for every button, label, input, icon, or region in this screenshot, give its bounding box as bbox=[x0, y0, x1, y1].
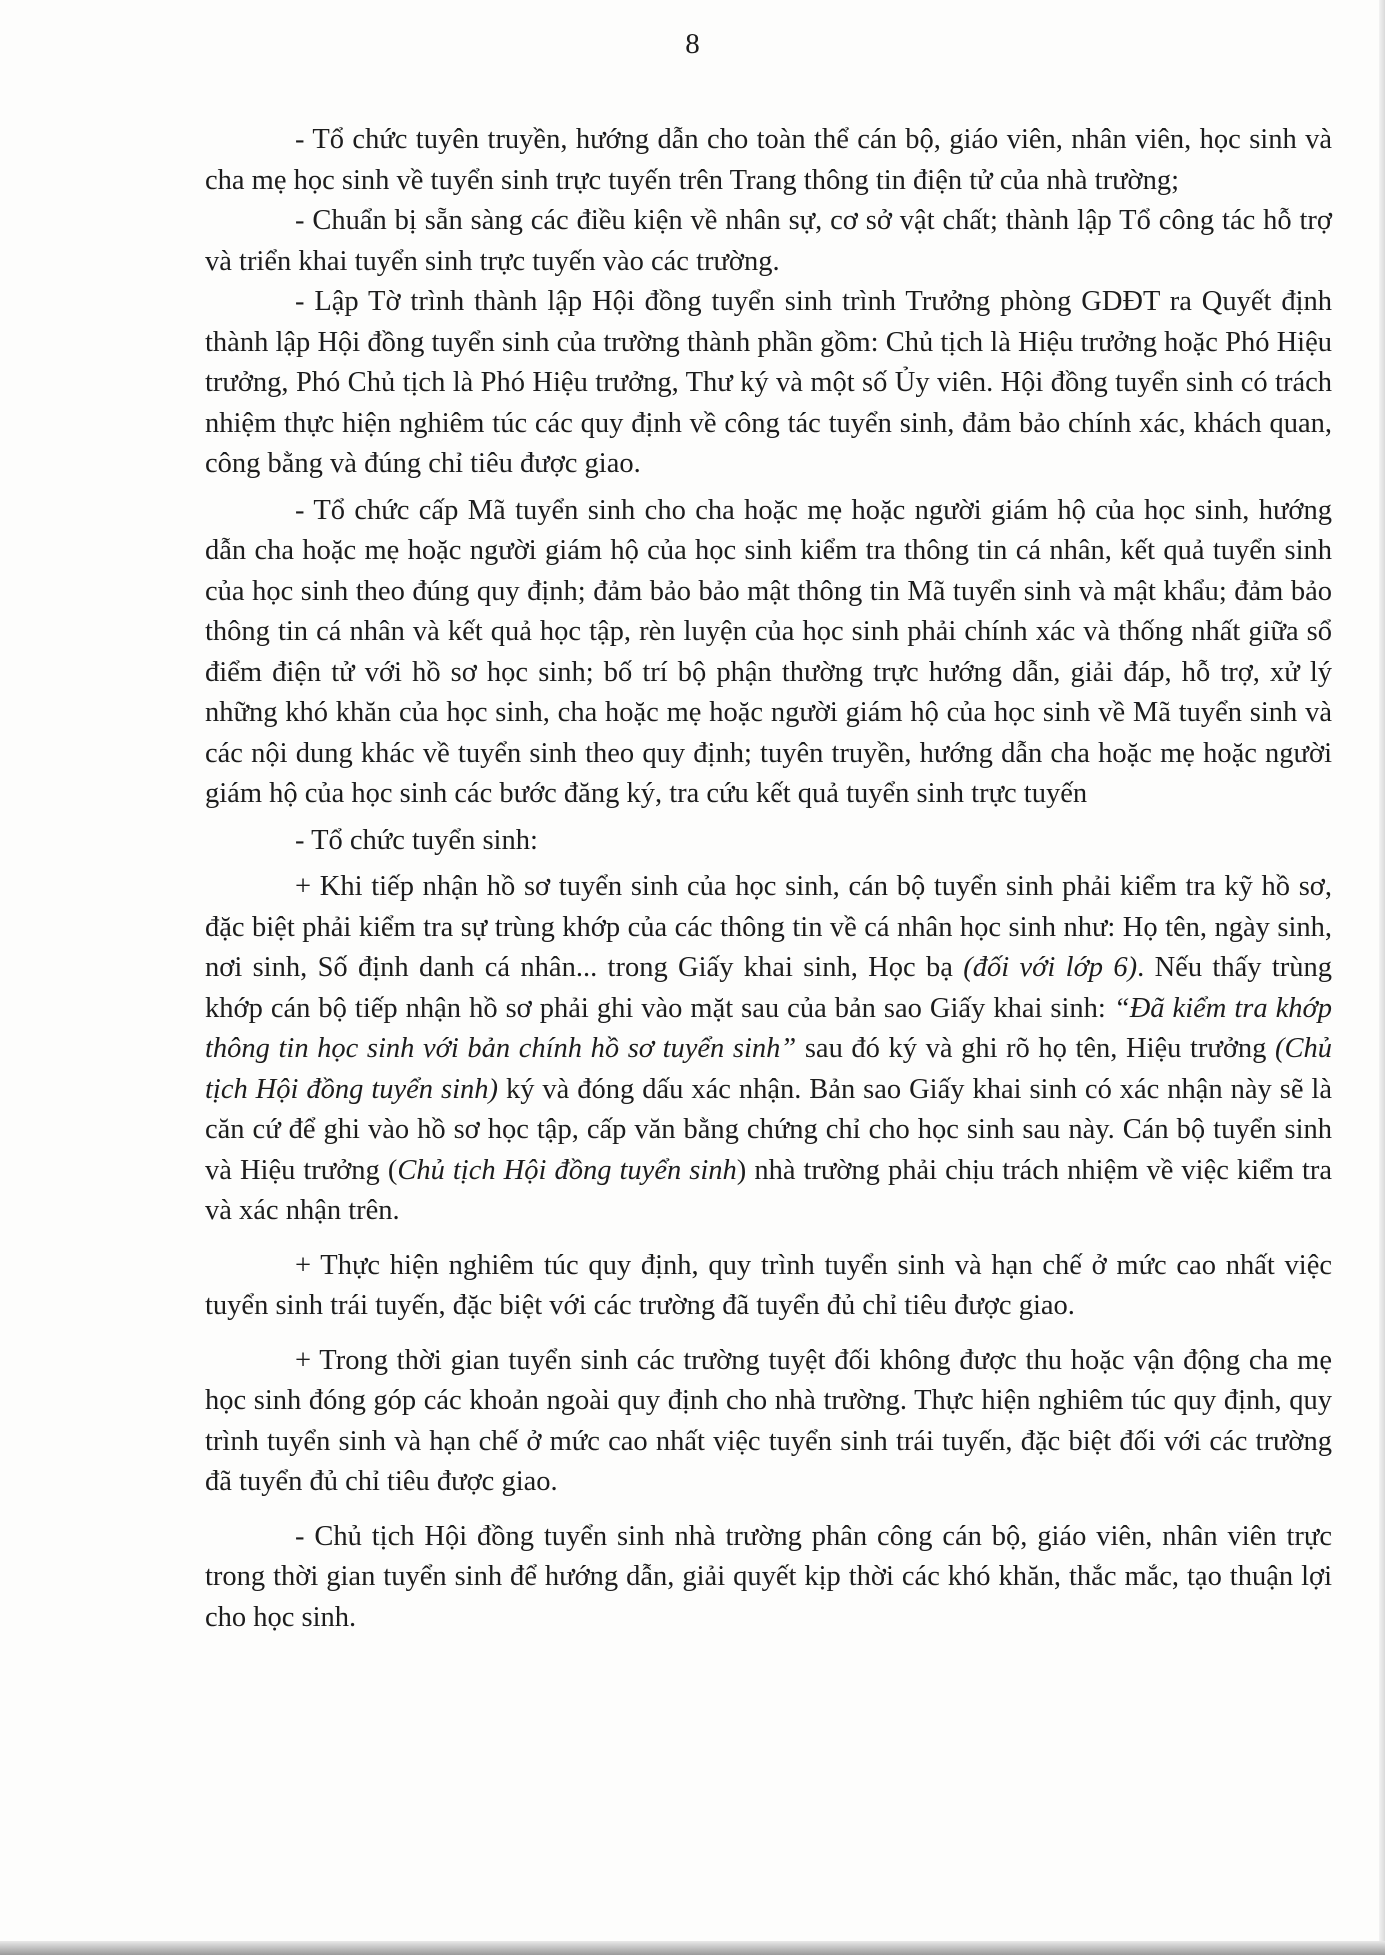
italic-quote: “Đã kiểm tra khớp thông tin học sinh với bản chính hồ sơ tuyển sinh” bbox=[205, 992, 1332, 1064]
paragraph-strict-procedure: + Thực hiện nghiêm túc quy định, quy trình tuyển sinh và hạn chế ở mức cao nhất việc tuyển sinh trái tuyến, đặc biệt với các trường đã tuyển đủ chỉ tiêu được giao. bbox=[205, 1249, 1332, 1321]
text-run: sau đó ký và ghi rõ họ tên, Hiệu trưởng bbox=[796, 1033, 1276, 1064]
page-edge-shadow bbox=[1379, 0, 1385, 1955]
text-run: . Nếu thấy trùng khớp cán bộ tiếp nhận hồ sơ phải ghi vào mặt sau của bản sao Giấy khai sinh: bbox=[205, 952, 1332, 1024]
italic-text: Chủ tịch Hội đồng tuyển sinh bbox=[397, 1154, 737, 1186]
paragraph-enrollment-code: - Tổ chức cấp Mã tuyển sinh cho cha hoặc mẹ hoặc người giám hộ của học sinh, hướng dẫn cha hoặc mẹ hoặc người giám hộ của học sinh kiểm tra thông tin cá nhân, kết quả tuyển sinh của học sinh theo đúng quy định; đảm bảo bảo mật thông tin Mã tuyển sinh và mật khẩu; đảm bảo thông tin cá nhân và kết quả học tập, rèn luyện của học sinh phải chính xác và thống nhất giữa sổ điểm điện tử với hồ sơ học sinh; bố trí bộ phận thường trực hướng dẫn, giải đáp, hỗ trợ, xử lý những khó khăn của học sinh, cha hoặc mẹ hoặc người giám hộ của học sinh về Mã tuyển sinh và các nội dung khác về tuyển sinh theo quy định; tuyên truyền, hướng dẫn cha hoặc mẹ hoặc người giám hộ của học sinh các bước đăng ký, tra cứu kết quả tuyển sinh trực tuyến bbox=[205, 494, 1332, 809]
text-run: ký và đóng dấu xác nhận. Bản sao Giấy khai sinh có xác nhận này sẽ là căn cứ để ghi vào hồ sơ học tập, cấp văn bằng chứng chỉ cho học sinh sau này. Cán bộ tuyển sinh và Hiệu trưởng ( bbox=[205, 1073, 1332, 1186]
paragraph-preparation: - Chuẩn bị sẵn sàng các điều kiện về nhân sự, cơ sở vật chất; thành lập Tổ công tác hỗ trợ và triển khai tuyển sinh trực tuyến vào các trường. bbox=[205, 205, 1332, 277]
document-body bbox=[205, 120, 1332, 1638]
text-run: ) nhà trường phải chịu trách nhiệm về việc kiểm tra và xác nhận trên. bbox=[205, 1154, 1332, 1226]
paragraph-council: - Lập Tờ trình thành lập Hội đồng tuyển sinh trình Trưởng phòng GDĐT ra Quyết định thành lập Hội đồng tuyển sinh của trường thành phần gồm: Chủ tịch là Hiệu trưởng hoặc Phó Hiệu trưởng, Phó Chủ tịch là Phó Hiệu trưởng, Thư ký và một số Ủy viên. Hội đồng tuyển sinh có trách nhiệm thực hiện nghiêm túc các quy định về công tác tuyển sinh, đảm bảo chính xác, khách quan, công bằng và đúng chỉ tiêu được giao. bbox=[205, 286, 1332, 479]
paragraph-no-fees: + Trong thời gian tuyển sinh các trường tuyệt đối không được thu hoặc vận động cha mẹ học sinh đóng góp các khoản ngoài quy định cho nhà trường. Thực hiện nghiêm túc quy định, quy trình tuyển sinh và hạn chế ở mức cao nhất việc tuyển sinh trái tuyến, đặc biệt đối với các trường đã tuyển đủ chỉ tiêu được giao. bbox=[205, 1344, 1332, 1497]
page-number: 8 bbox=[685, 28, 700, 60]
text-run: + Khi tiếp nhận hồ sơ tuyển sinh của học sinh, cán bộ tuyển sinh phải kiểm tra kỹ hồ sơ, đặc biệt phải kiểm tra sự trùng khớp của các thông tin về cá nhân học sinh như: Họ tên, ngày sinh, nơi sinh, Số định danh cá nhân... trong Giấy khai sinh, Học bạ bbox=[205, 871, 1332, 983]
italic-text: (Chủ tịch Hội đồng tuyển sinh) bbox=[205, 1033, 1333, 1105]
paragraph-staff-assignment: - Chủ tịch Hội đồng tuyển sinh nhà trường phân công cán bộ, giáo viên, nhân viên trực trong thời gian tuyển sinh để hướng dẫn, giải quyết kịp thời các khó khăn, thắc mắc, tạo thuận lợi cho học sinh. bbox=[205, 1520, 1332, 1633]
italic-text: (đối với lớp 6) bbox=[963, 952, 1138, 983]
paragraph-propaganda: - Tổ chức tuyên truyền, hướng dẫn cho toàn thể cán bộ, giáo viên, nhân viên, học sinh và cha mẹ học sinh về tuyển sinh trực tuyến trên Trang thông tin điện tử của nhà trường; bbox=[205, 124, 1332, 196]
paragraph-receive-records bbox=[205, 867, 1332, 1232]
paragraph-organize-heading: - Tổ chức tuyển sinh: bbox=[295, 824, 538, 856]
scan-bottom-shadow bbox=[0, 1941, 1385, 1955]
